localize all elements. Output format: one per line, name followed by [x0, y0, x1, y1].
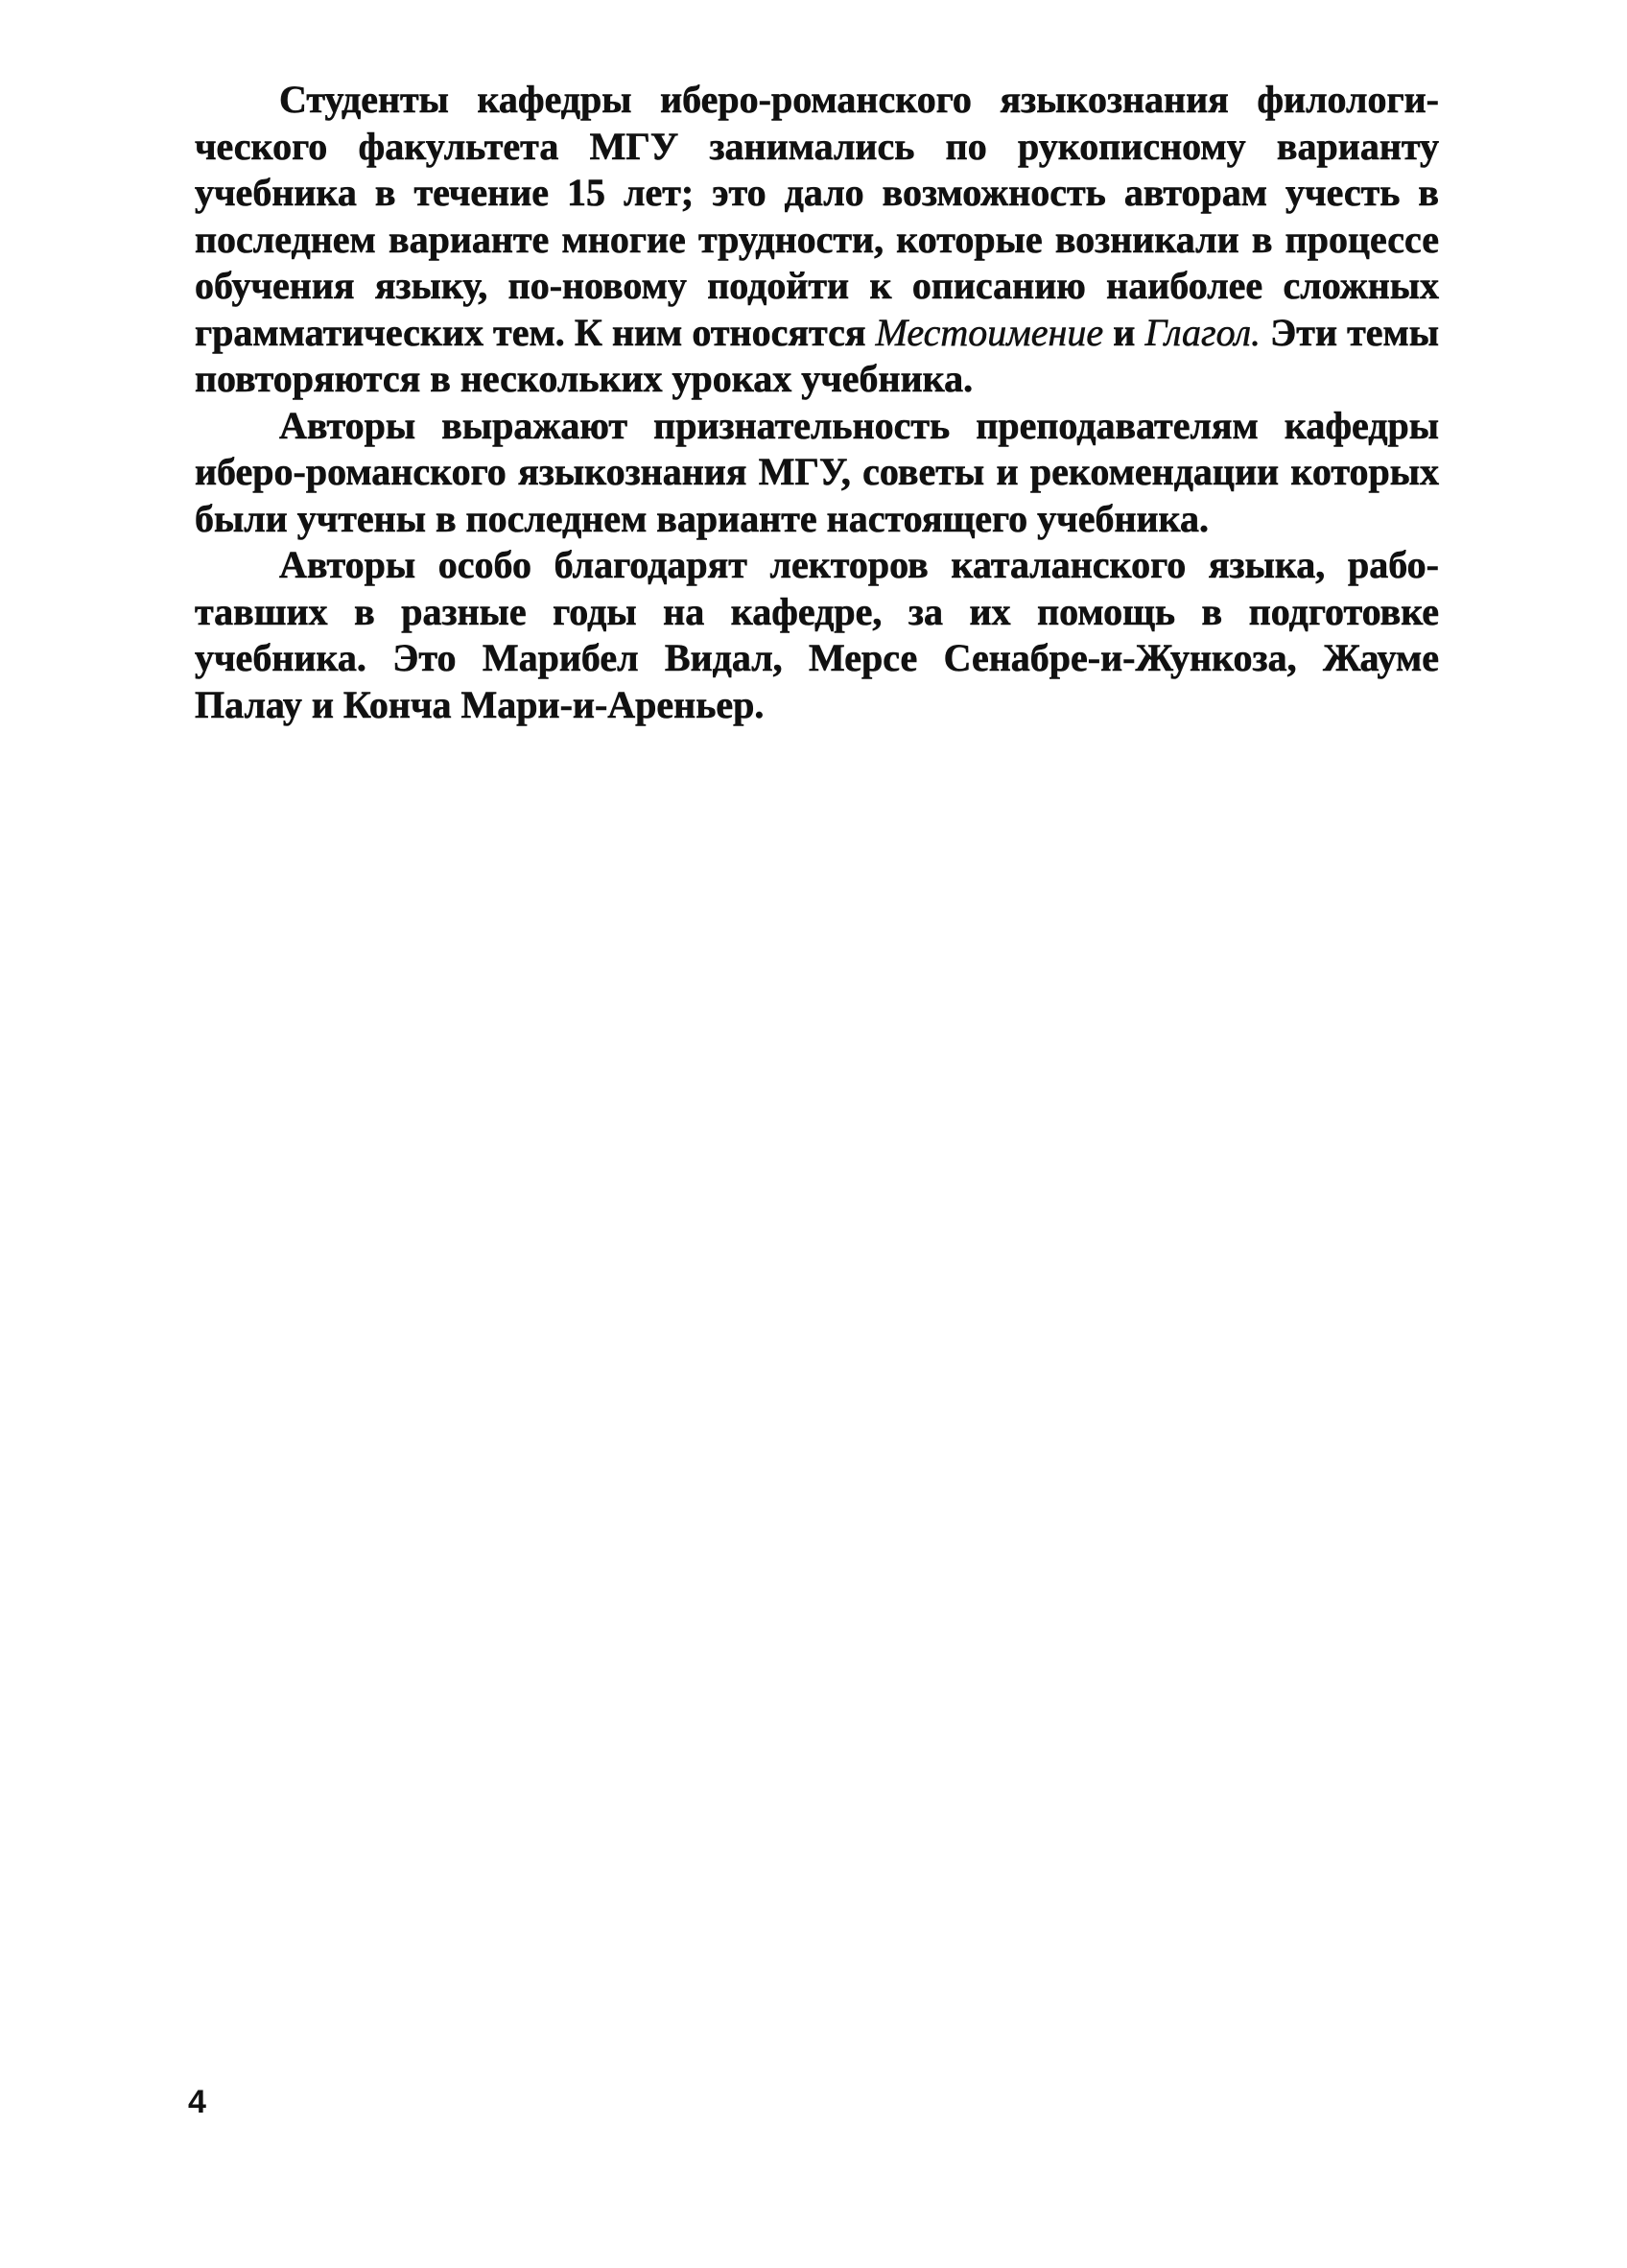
- paragraph-1-text-2: и: [1103, 310, 1145, 354]
- paragraph-1: [195, 77, 1439, 403]
- page-number: 4: [188, 2084, 206, 2120]
- paragraph-2: Авторы выражают признательность преподавателям кафедры иберо-романского языкознания МГУ, советы и рекомендации которых были учтены в последнем варианте настоящего учебника.: [195, 403, 1439, 540]
- term-verb: Глагол.: [1144, 310, 1262, 354]
- paragraph-3: Авторы особо благодарят лекторов каталанского языка, работавших в разные годы на кафедре, за их помощь в подготовке учебника. Это Марибел Видал, Мерсе Сенабре-и-Жункоза, Жауме Палау и Конча Мари-и-Ареньер.: [195, 543, 1439, 726]
- paragraph-1-text-3: Эти темы повторяются в нескольких уроках учебника.: [195, 310, 1439, 400]
- body-text: [195, 77, 1439, 728]
- term-pronoun: Местоимение: [875, 310, 1104, 354]
- paragraph-1-text-1: Студенты кафедры иберо-романского языкознания филологического факультета МГУ занимались по рукописному варианту учебника в течение 15 лет; это дало возможность авторам учесть в последнем варианте многие трудности, которые возникали в процессе обучения языку, по-новому подойти к описанию наиболее сложных грамматических тем. К ним относятся: [195, 78, 1439, 354]
